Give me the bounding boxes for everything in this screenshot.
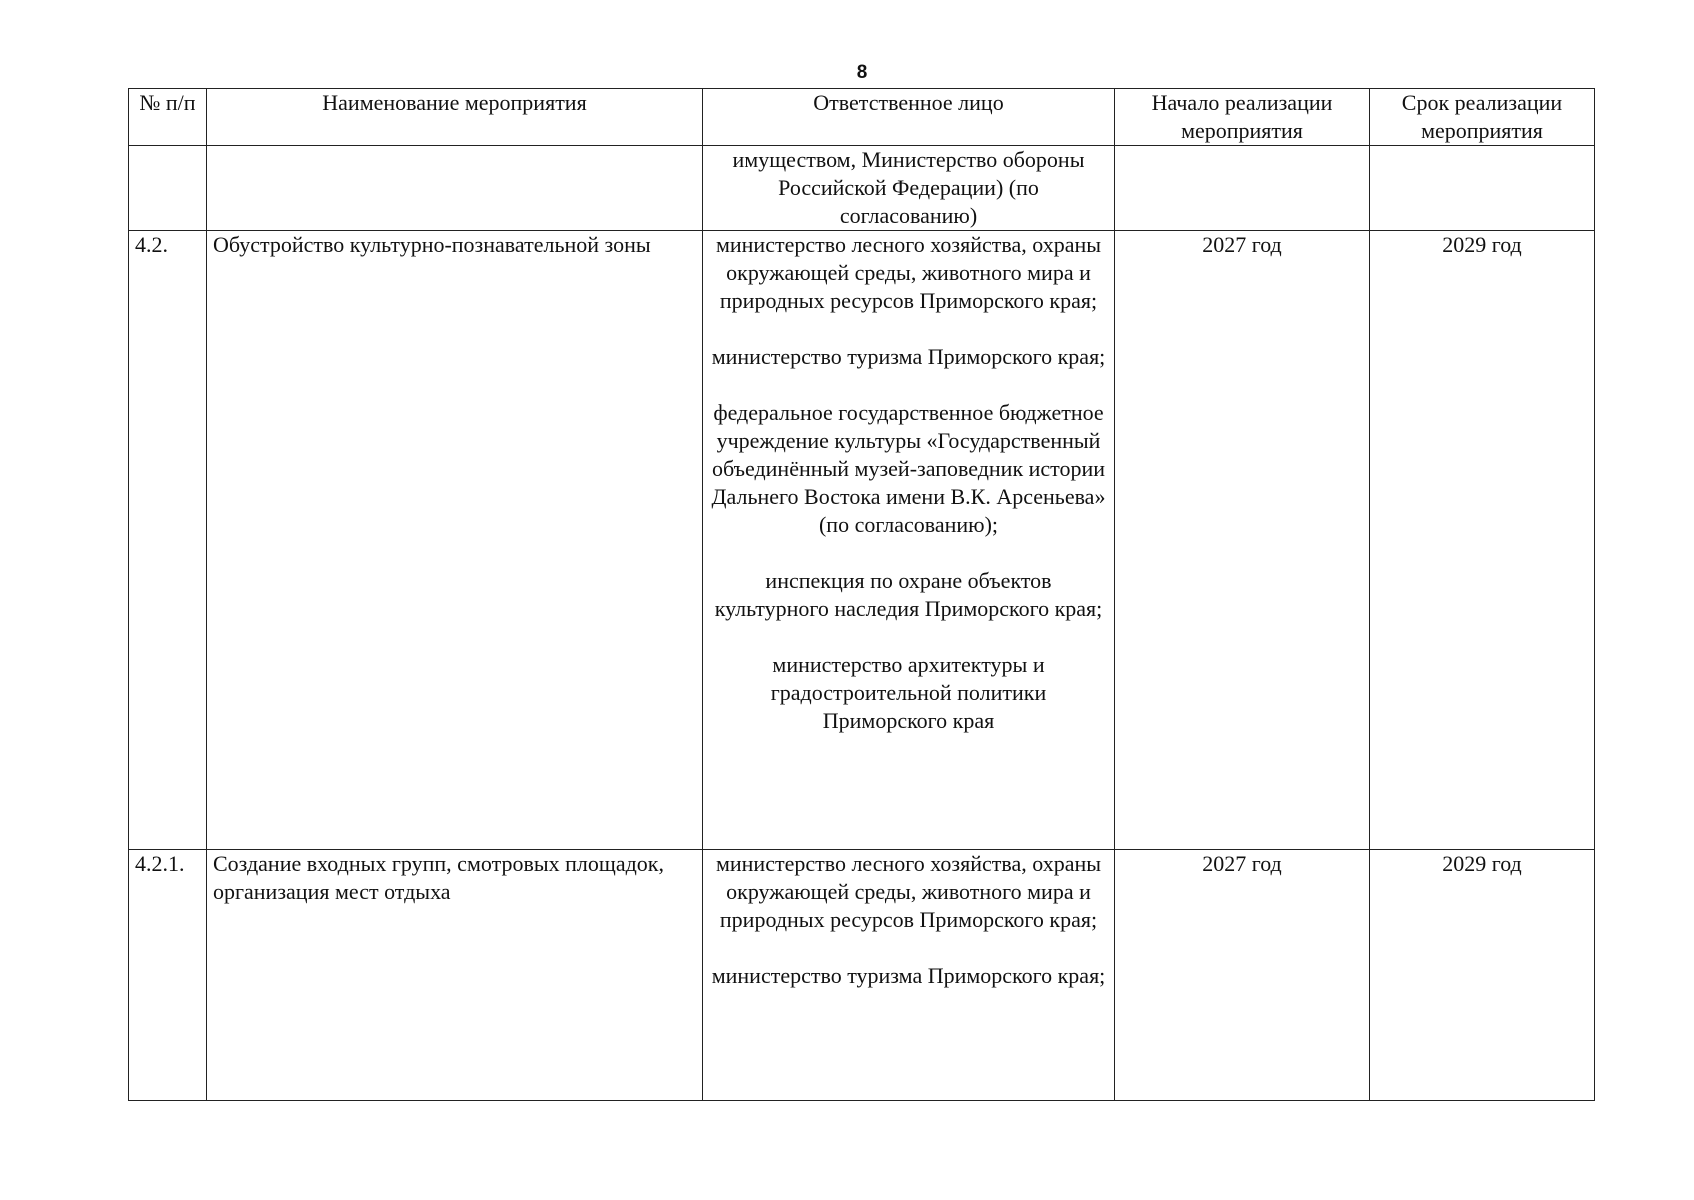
responsible-entry: министерство лесного хозяйства, охраны окружающей среды, животного мира и природных ресурсов Приморского края; [715,851,1102,932]
activities-table [128,88,1595,1101]
cell-end [1370,146,1595,231]
cell-start: 2027 год [1115,231,1370,850]
page-number: 8 [856,62,868,83]
responsible-entry: министерство архитектуры и градостроительной политики Приморского края [770,652,1047,733]
cell-name: Обустройство культурно-познавательной зоны [207,231,703,850]
cell-responsible [703,146,1115,231]
cell-end: 2029 год [1370,231,1595,850]
header-responsible: Ответственное лицо [703,89,1115,146]
cell-name: Создание входных групп, смотровых площадок, организация мест отдыха [207,850,703,1101]
cell-responsible [703,850,1115,1101]
responsible-entry: министерство туризма Приморского края; [711,344,1106,369]
responsible-entry: министерство лесного хозяйства, охраны окружающей среды, животного мира и природных ресурсов Приморского края; [715,232,1102,313]
cell-num [129,850,207,1101]
header-end: Срок реализации мероприятия [1370,89,1595,146]
table-row [129,146,1595,231]
table-row [129,231,1595,850]
responsible-entry: инспекция по охране объектов культурного наследия Приморского края; [714,568,1103,621]
cell-num: 4.2. [129,231,207,850]
header-num: № п/п [129,89,207,146]
responsible-entry: министерство туризма Приморского края; [711,963,1106,988]
cell-start [1115,146,1370,231]
cell-num [129,146,207,231]
cell-name [207,146,703,231]
responsible-entry: имуществом, Министерство обороны Российской Федерации) (по согласованию) [732,147,1085,228]
header-name: Наименование мероприятия [207,89,703,146]
header-start: Начало реализации мероприятия [1115,89,1370,146]
table-header-row [129,89,1595,146]
cell-end: 2029 год [1370,850,1595,1101]
responsible-entry: федеральное государственное бюджетное учреждение культуры «Государственный объединённый музей-заповедник истории Дальнего Востока имени В.К. Арсеньева» (по согласованию); [711,400,1106,537]
cell-num-text: 4.2.1. [135,851,185,876]
cell-responsible [703,231,1115,850]
cell-start: 2027 год [1115,850,1370,1101]
table-row [129,850,1595,1101]
